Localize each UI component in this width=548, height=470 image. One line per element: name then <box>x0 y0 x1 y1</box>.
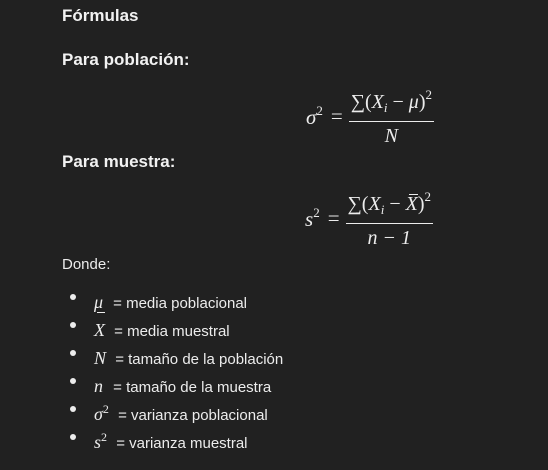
population-open-paren: ( <box>364 91 372 113</box>
sample-formula-lhs <box>305 205 320 232</box>
definition-text: = media muestral <box>114 323 230 340</box>
sample-minus: − <box>384 193 406 215</box>
sample-variance-formula <box>305 186 433 250</box>
population-lhs-symbol: σ <box>306 104 317 129</box>
bullet-dot-icon <box>70 434 76 440</box>
population-exponent: 2 <box>425 87 432 102</box>
population-equals: = <box>330 103 343 128</box>
population-heading: Para población: <box>62 50 190 69</box>
sample-subscript: i <box>380 202 385 217</box>
definition-text: = varianza muestral <box>116 435 248 452</box>
sample-lhs-exponent: 2 <box>313 204 320 220</box>
symbol-letter: σ <box>94 404 103 424</box>
definition-text: = tamaño de la población <box>115 351 284 368</box>
symbol-exponent: 2 <box>102 402 109 416</box>
list-item <box>62 283 283 311</box>
list-item <box>62 367 283 395</box>
bullet-dot-icon <box>70 406 76 412</box>
population-variance-formula <box>306 84 434 148</box>
population-sum-symbol: ∑ <box>350 91 365 113</box>
sample-heading: Para muestra: <box>62 152 176 171</box>
symbol-letter: X <box>94 320 105 340</box>
population-subscript: i <box>383 100 388 115</box>
list-item <box>62 339 283 367</box>
population-var: X <box>371 91 384 113</box>
symbol-letter: μ <box>94 292 104 312</box>
definition-text: = tamaño de la muestra <box>113 379 272 396</box>
list-item <box>62 423 283 451</box>
sample-numerator <box>346 186 433 224</box>
sample-denominator: n − 1 <box>367 227 411 249</box>
population-lhs-exponent: 2 <box>316 102 323 118</box>
symbol-letter: n <box>94 376 103 396</box>
bullet-dot-icon <box>70 322 76 328</box>
sample-sum-symbol: ∑ <box>347 193 362 215</box>
definition-symbol <box>94 423 107 456</box>
sample-fraction <box>346 186 433 250</box>
definition-text: = media poblacional <box>113 295 248 312</box>
population-fraction <box>349 84 434 148</box>
list-item <box>62 395 283 423</box>
population-denominator: N <box>384 125 399 147</box>
population-minus: − <box>387 91 409 113</box>
symbol-exponent: 2 <box>101 430 108 444</box>
population-close-paren: ) <box>418 91 426 113</box>
symbol-letter: N <box>94 348 107 368</box>
sample-exponent: 2 <box>424 189 431 204</box>
population-mean-symbol: μ <box>408 91 419 113</box>
definitions-list <box>62 283 283 451</box>
sample-equals: = <box>327 205 340 230</box>
sample-var: X <box>368 193 381 215</box>
population-numerator <box>349 84 434 122</box>
bullet-dot-icon <box>70 294 76 300</box>
where-label: Donde: <box>62 256 111 273</box>
symbol-letter: s <box>94 432 102 452</box>
list-item <box>62 311 283 339</box>
bullet-dot-icon <box>70 350 76 356</box>
sample-mean-symbol: X <box>405 193 418 215</box>
definition-text: = varianza poblacional <box>118 407 268 424</box>
population-formula-lhs <box>306 103 323 130</box>
sample-lhs-symbol: s <box>305 206 314 231</box>
bullet-dot-icon <box>70 378 76 384</box>
sample-open-paren: ( <box>361 193 369 215</box>
section-title: Fórmulas <box>62 6 139 25</box>
sample-close-paren: ) <box>417 193 425 215</box>
